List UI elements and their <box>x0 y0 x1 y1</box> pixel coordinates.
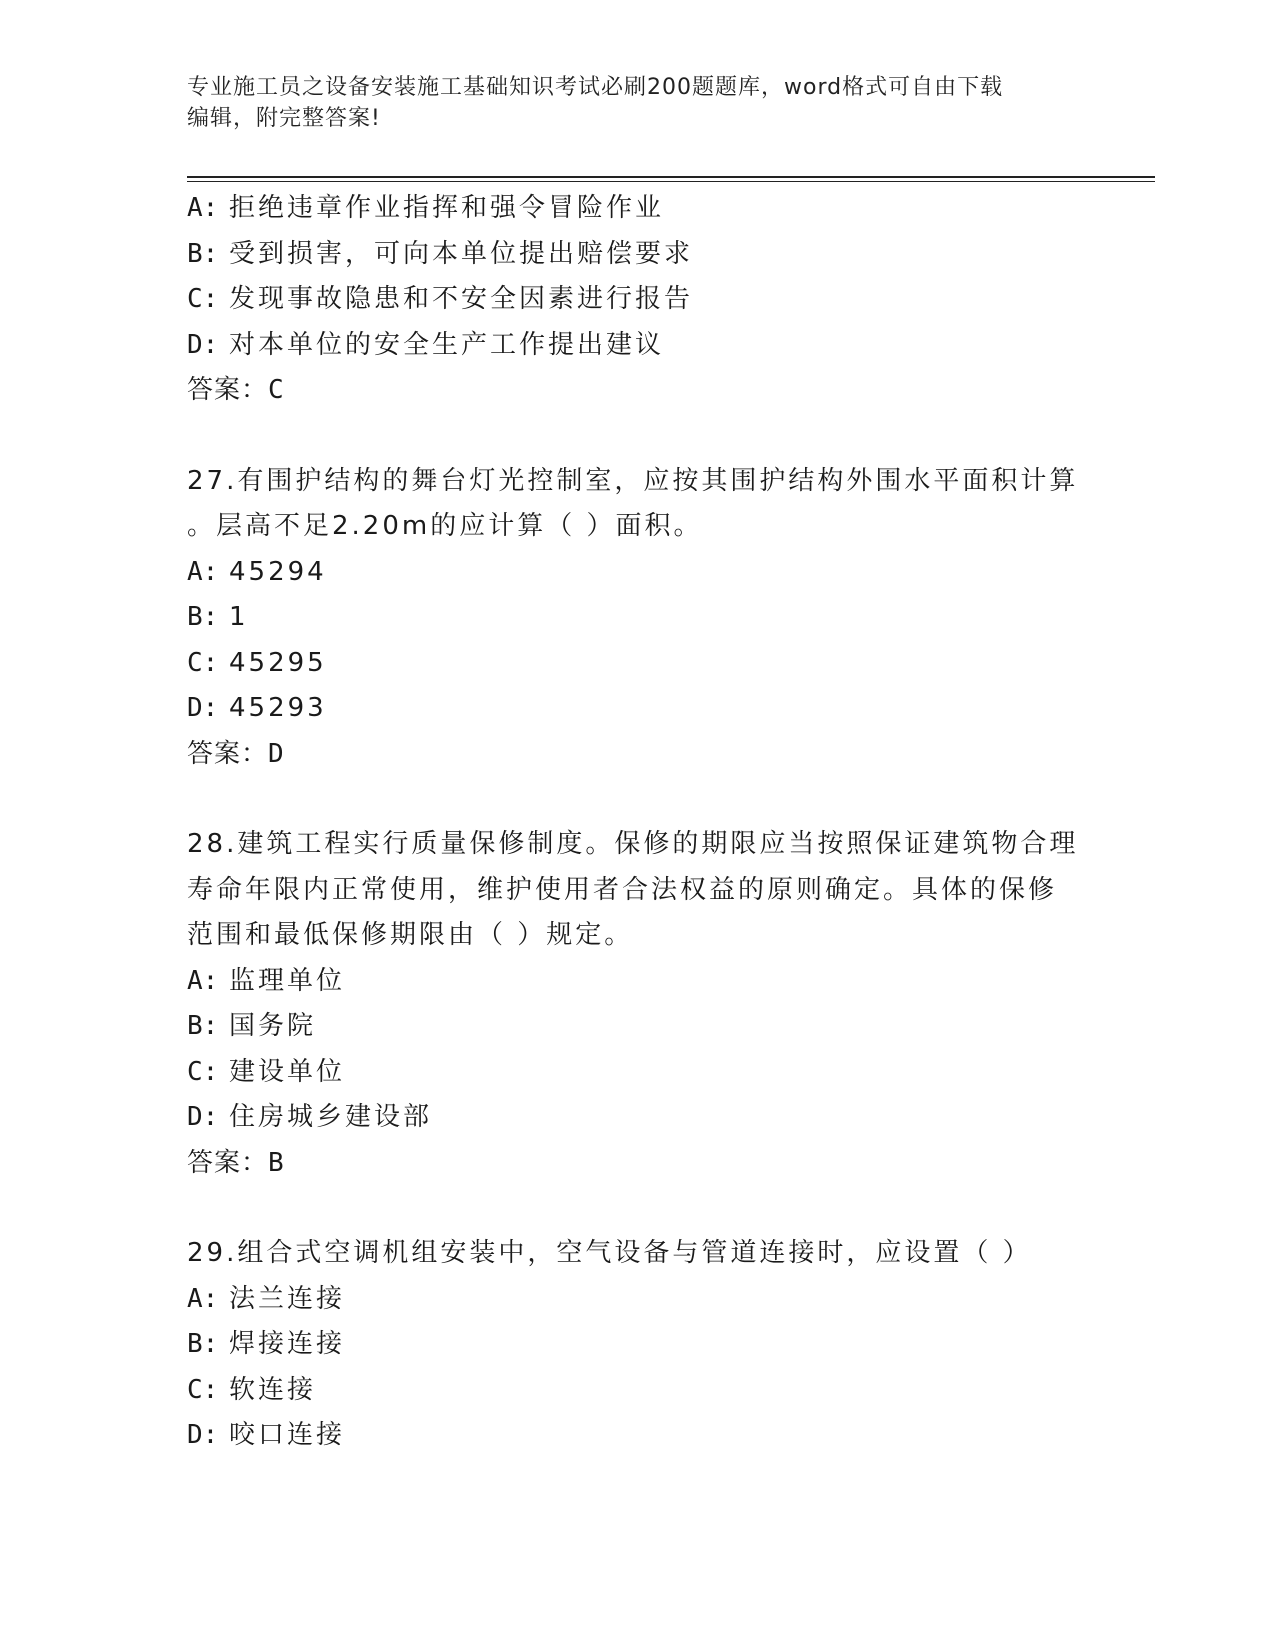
option-text: 建设单位 <box>229 1056 346 1087</box>
question-spacer <box>187 777 1107 822</box>
option-c <box>187 1368 1107 1414</box>
option-d <box>187 686 1107 732</box>
option-key: D: <box>187 1102 219 1132</box>
question-spacer <box>187 1186 1107 1231</box>
option-a <box>187 1277 1107 1323</box>
question-stem-line: 29.组合式空调机组安装中，空气设备与管道连接时，应设置（ ） <box>187 1238 1032 1268</box>
question-stem-line: 28.建筑工程实行质量保修制度。保修的期限应当按照保证建筑物合理 <box>187 829 1079 859</box>
option-d <box>187 1095 1107 1141</box>
header-line-1: 专业施工员之设备安装施工基础知识考试必刷200题题库，word格式可自由下载 <box>187 75 1004 100</box>
option-text: 拒绝违章作业指挥和强令冒险作业 <box>229 193 665 223</box>
option-text: 45295 <box>229 647 327 678</box>
option-key: A: <box>187 965 219 996</box>
option-text: 软连接 <box>229 1374 317 1405</box>
document-header <box>187 72 1087 134</box>
option-key: B: <box>187 238 219 269</box>
answer-line <box>187 368 1107 414</box>
option-text: 国务院 <box>229 1011 317 1041</box>
option-text: 1 <box>229 602 249 632</box>
option-text: 住房城乡建设部 <box>229 1102 433 1132</box>
answer-value: B <box>268 1147 285 1178</box>
option-text: 法兰连接 <box>229 1283 346 1314</box>
question-stem-line: 范围和最低保修期限由（ ）规定。 <box>187 920 634 950</box>
question-27 <box>187 459 1107 778</box>
answer-value: D <box>268 738 285 769</box>
answer-line <box>187 732 1107 778</box>
option-c <box>187 1050 1107 1096</box>
option-a <box>187 550 1107 596</box>
option-text: 发现事故隐患和不安全因素进行报告 <box>229 284 694 314</box>
question-list <box>187 186 1107 1459</box>
question-stem-line: 。层高不足2.20m的应计算（ ）面积。 <box>187 511 703 541</box>
option-a <box>187 959 1107 1005</box>
option-key: B: <box>187 1329 219 1359</box>
option-d <box>187 323 1107 369</box>
option-b <box>187 1322 1107 1368</box>
option-b <box>187 232 1107 278</box>
option-key: C: <box>187 1056 219 1087</box>
option-key: D: <box>187 329 219 360</box>
answer-label: 答案： <box>187 1147 269 1178</box>
answer-label: 答案： <box>187 738 269 769</box>
option-c <box>187 277 1107 323</box>
option-text: 45293 <box>229 693 327 723</box>
question-29 <box>187 1231 1107 1459</box>
option-text: 对本单位的安全生产工作提出建议 <box>229 329 665 360</box>
question-26 <box>187 186 1107 414</box>
option-b <box>187 595 1107 641</box>
option-key: B: <box>187 602 219 632</box>
option-d <box>187 1413 1107 1459</box>
question-spacer <box>187 414 1107 459</box>
header-rule-thin <box>187 181 1155 182</box>
header-rule-thick <box>187 176 1155 178</box>
option-text: 受到损害，可向本单位提出赔偿要求 <box>229 238 694 269</box>
option-text: 咬口连接 <box>229 1420 346 1450</box>
header-line-2: 编辑，附完整答案! <box>187 106 381 131</box>
option-key: A: <box>187 1283 219 1314</box>
option-key: A: <box>187 193 219 223</box>
option-key: B: <box>187 1011 219 1041</box>
option-text: 监理单位 <box>229 965 346 996</box>
option-b <box>187 1004 1107 1050</box>
option-key: D: <box>187 693 219 723</box>
question-stem-line: 寿命年限内正常使用，维护使用者合法权益的原则确定。具体的保修 <box>187 874 1058 905</box>
answer-label: 答案： <box>187 375 269 405</box>
option-key: A: <box>187 556 219 587</box>
option-key: C: <box>187 1374 219 1405</box>
option-key: D: <box>187 1420 219 1450</box>
option-key: C: <box>187 284 219 314</box>
option-c <box>187 641 1107 687</box>
question-stem-line: 27.有围护结构的舞台灯光控制室，应按其围护结构外围水平面积计算 <box>187 465 1079 496</box>
option-key: C: <box>187 647 219 678</box>
option-text: 焊接连接 <box>229 1329 346 1359</box>
answer-value: C <box>268 375 285 405</box>
option-text: 45294 <box>229 556 327 587</box>
question-28 <box>187 822 1107 1186</box>
option-a <box>187 186 1107 232</box>
answer-line <box>187 1141 1107 1187</box>
